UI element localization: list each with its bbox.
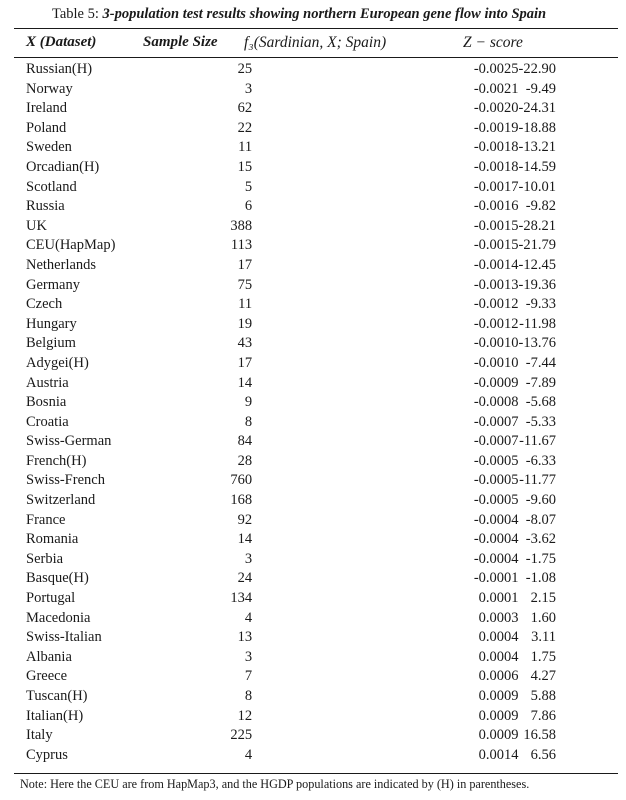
cell-f3: -0.0013 xyxy=(473,276,519,293)
cell-f3: -0.0012 xyxy=(473,315,519,332)
cell-zscore: -1.75 xyxy=(525,550,556,567)
table-row xyxy=(14,374,618,394)
cell-sample-size: 3 xyxy=(244,80,253,97)
cell-sample-size: 24 xyxy=(237,570,253,587)
cell-sample-size: 28 xyxy=(237,452,253,469)
caption-label: Table 5: xyxy=(52,6,99,22)
table-row xyxy=(14,334,618,354)
cell-f3: -0.0017 xyxy=(473,178,519,195)
cell-population: Austria xyxy=(26,374,69,391)
cell-sample-size: 75 xyxy=(237,276,253,293)
cell-sample-size: 134 xyxy=(230,590,253,607)
table-row xyxy=(14,746,618,766)
cell-sample-size: 92 xyxy=(237,511,253,528)
cell-f3: -0.0021 xyxy=(473,80,519,97)
cell-population: Serbia xyxy=(26,550,64,567)
cell-zscore: -11.77 xyxy=(519,472,556,489)
header-f3: f₃(Sardinian, X; Spain) xyxy=(244,34,387,51)
cell-f3: 0.0003 xyxy=(478,609,519,626)
cell-sample-size: 5 xyxy=(244,178,253,195)
cell-sample-size: 168 xyxy=(230,492,253,509)
cell-zscore: 1.60 xyxy=(530,609,556,626)
cell-zscore: -9.60 xyxy=(525,492,556,509)
cell-f3: -0.0010 xyxy=(473,335,519,352)
cell-sample-size: 62 xyxy=(237,100,253,117)
table-row xyxy=(14,667,618,687)
cell-zscore: -6.33 xyxy=(525,452,556,469)
cell-zscore: -10.01 xyxy=(518,178,556,195)
cell-zscore: -18.88 xyxy=(518,119,556,136)
cell-f3: -0.0014 xyxy=(473,256,519,273)
cell-f3: -0.0008 xyxy=(473,394,519,411)
table-row xyxy=(14,236,618,256)
cell-population: Croatia xyxy=(26,413,69,430)
cell-f3: -0.0018 xyxy=(473,139,519,156)
cell-population: Scotland xyxy=(26,178,77,195)
cell-zscore: 6.56 xyxy=(530,746,556,763)
cell-population: Norway xyxy=(26,80,73,97)
cell-zscore: 3.11 xyxy=(531,629,556,646)
header-sample-size: Sample Size xyxy=(143,34,218,50)
cell-sample-size: 388 xyxy=(230,217,253,234)
cell-f3: 0.0001 xyxy=(478,590,519,607)
cell-f3: -0.0004 xyxy=(473,511,519,528)
cell-sample-size: 7 xyxy=(244,668,253,685)
cell-sample-size: 3 xyxy=(244,550,253,567)
cell-zscore: -21.79 xyxy=(518,237,556,254)
table-row xyxy=(14,80,618,100)
bottom-rule xyxy=(14,773,618,774)
cell-zscore: -8.07 xyxy=(525,511,556,528)
cell-population: UK xyxy=(26,217,47,234)
cell-f3: -0.0020 xyxy=(473,100,519,117)
cell-f3: -0.0019 xyxy=(473,119,519,136)
cell-f3: -0.0018 xyxy=(473,158,519,175)
table-row xyxy=(14,60,618,80)
table-row xyxy=(14,138,618,158)
cell-sample-size: 11 xyxy=(238,296,253,313)
cell-sample-size: 3 xyxy=(244,648,253,665)
cell-population: Orcadian(H) xyxy=(26,158,100,175)
table-row xyxy=(14,158,618,178)
table-row xyxy=(14,609,618,629)
cell-zscore: -11.67 xyxy=(519,433,556,450)
cell-population: Adygei(H) xyxy=(26,354,89,371)
cell-population: Bosnia xyxy=(26,394,67,411)
cell-zscore: -5.68 xyxy=(525,394,556,411)
cell-zscore: -3.62 xyxy=(525,531,556,548)
cell-f3: -0.0025 xyxy=(473,61,519,77)
cell-population: Czech xyxy=(26,296,63,313)
cell-zscore: -7.44 xyxy=(525,354,556,371)
table-row xyxy=(14,569,618,589)
cell-zscore: -11.98 xyxy=(519,315,556,332)
table-row xyxy=(14,530,618,550)
cell-zscore: -24.31 xyxy=(518,100,556,117)
cell-f3: 0.0006 xyxy=(478,668,519,685)
cell-zscore: 2.15 xyxy=(530,590,556,607)
cell-zscore: -9.33 xyxy=(525,296,556,313)
table-body xyxy=(14,60,618,765)
cell-population: Belgium xyxy=(26,335,76,352)
cell-population: Italian(H) xyxy=(26,707,84,724)
cell-f3: -0.0015 xyxy=(473,217,519,234)
cell-zscore: -13.76 xyxy=(518,335,556,352)
cell-population: Basque(H) xyxy=(26,570,89,587)
cell-f3: -0.0012 xyxy=(473,296,519,313)
cell-f3: -0.0009 xyxy=(473,374,519,391)
cell-sample-size: 25 xyxy=(237,61,253,77)
cell-population: Greece xyxy=(26,668,68,685)
cell-sample-size: 9 xyxy=(244,394,253,411)
table-row xyxy=(14,726,618,746)
cell-population: Romania xyxy=(26,531,79,548)
cell-population: Italy xyxy=(26,727,53,744)
header-zscore: Z − score xyxy=(463,34,523,51)
cell-f3: 0.0009 xyxy=(478,688,519,704)
cell-population: Russian(H) xyxy=(26,61,93,77)
header-rule xyxy=(14,57,618,58)
table-row xyxy=(14,178,618,198)
table-row xyxy=(14,707,618,727)
table-row xyxy=(14,648,618,668)
cell-population: Albania xyxy=(26,648,72,665)
cell-f3: 0.0009 xyxy=(478,707,519,724)
cell-f3: 0.0014 xyxy=(478,746,519,763)
cell-zscore: -22.90 xyxy=(518,61,556,77)
cell-sample-size: 6 xyxy=(244,198,253,215)
cell-zscore: 7.86 xyxy=(530,707,556,724)
cell-sample-size: 15 xyxy=(237,158,253,175)
cell-sample-size: 43 xyxy=(237,335,253,352)
cell-zscore: -9.49 xyxy=(525,80,556,97)
table-row xyxy=(14,511,618,531)
table-row xyxy=(14,491,618,511)
cell-f3: -0.0007 xyxy=(473,413,519,430)
cell-zscore: 5.88 xyxy=(530,688,556,704)
cell-f3: -0.0010 xyxy=(473,354,519,371)
table-row xyxy=(14,197,618,217)
cell-zscore: -5.33 xyxy=(525,413,556,430)
table-row xyxy=(14,432,618,452)
cell-sample-size: 225 xyxy=(230,727,253,744)
cell-sample-size: 13 xyxy=(237,629,253,646)
cell-sample-size: 14 xyxy=(237,531,253,548)
cell-sample-size: 84 xyxy=(237,433,253,450)
cell-zscore: -28.21 xyxy=(518,217,556,234)
cell-population: French(H) xyxy=(26,452,87,469)
cell-f3: 0.0004 xyxy=(478,629,519,646)
cell-zscore: -12.45 xyxy=(518,256,556,273)
cell-f3: -0.0015 xyxy=(473,237,519,254)
table-row xyxy=(14,628,618,648)
cell-zscore: -19.36 xyxy=(518,276,556,293)
cell-f3: -0.0007 xyxy=(473,433,519,450)
cell-sample-size: 11 xyxy=(238,139,253,156)
cell-f3: -0.0005 xyxy=(473,472,519,489)
table-row xyxy=(14,119,618,139)
cell-f3: -0.0016 xyxy=(473,198,519,215)
cell-population: Sweden xyxy=(26,139,72,156)
cell-sample-size: 4 xyxy=(244,746,253,763)
cell-zscore: -1.08 xyxy=(525,570,556,587)
header-population: X (Dataset) xyxy=(26,34,97,50)
cell-sample-size: 4 xyxy=(244,609,253,626)
cell-zscore: -7.89 xyxy=(525,374,556,391)
cell-population: Swiss-German xyxy=(26,433,112,450)
top-rule xyxy=(14,28,618,29)
table-row xyxy=(14,276,618,296)
cell-sample-size: 17 xyxy=(237,354,253,371)
cell-zscore: 16.58 xyxy=(523,727,556,744)
table-row xyxy=(14,413,618,433)
table-row xyxy=(14,315,618,335)
cell-population: Netherlands xyxy=(26,256,97,273)
cell-sample-size: 19 xyxy=(237,315,253,332)
cell-zscore: 1.75 xyxy=(530,648,556,665)
cell-sample-size: 22 xyxy=(237,119,253,136)
results-table xyxy=(14,60,618,765)
cell-population: France xyxy=(26,511,66,528)
table-note: Note: Here the CEU are from HapMap3, and the HGDP populations are indicated by (H) in parentheses. xyxy=(20,777,530,791)
table-row xyxy=(14,99,618,119)
cell-f3: -0.0005 xyxy=(473,492,519,509)
cell-f3: -0.0001 xyxy=(473,570,519,587)
cell-population: Tuscan(H) xyxy=(26,688,88,704)
cell-population: Cyprus xyxy=(26,746,68,763)
cell-population: Swiss-Italian xyxy=(26,629,102,646)
cell-sample-size: 8 xyxy=(244,688,253,704)
table-row xyxy=(14,452,618,472)
cell-population: Swiss-French xyxy=(26,472,105,489)
table-row xyxy=(14,471,618,491)
cell-sample-size: 8 xyxy=(244,413,253,430)
cell-f3: -0.0004 xyxy=(473,531,519,548)
table-row xyxy=(14,354,618,374)
table-row xyxy=(14,295,618,315)
cell-population: Russia xyxy=(26,198,65,215)
cell-population: CEU(HapMap) xyxy=(26,237,116,254)
cell-zscore: 4.27 xyxy=(530,668,556,685)
cell-zscore: -13.21 xyxy=(518,139,556,156)
table-row xyxy=(14,256,618,276)
cell-f3: -0.0004 xyxy=(473,550,519,567)
cell-population: Germany xyxy=(26,276,80,293)
cell-f3: 0.0004 xyxy=(478,648,519,665)
cell-sample-size: 113 xyxy=(230,237,253,254)
cell-zscore: -9.82 xyxy=(525,198,556,215)
table-row xyxy=(14,550,618,570)
table-row xyxy=(14,687,618,707)
cell-population: Hungary xyxy=(26,315,77,332)
cell-population: Switzerland xyxy=(26,492,96,509)
cell-f3: 0.0009 xyxy=(478,727,519,744)
cell-sample-size: 12 xyxy=(237,707,253,724)
cell-sample-size: 760 xyxy=(230,472,253,489)
cell-sample-size: 17 xyxy=(237,256,253,273)
caption-text: 3-population test results showing northern European gene flow into Spain xyxy=(102,6,547,22)
table-row xyxy=(14,393,618,413)
table-row xyxy=(14,589,618,609)
cell-population: Macedonia xyxy=(26,609,91,626)
cell-population: Portugal xyxy=(26,590,76,607)
cell-population: Ireland xyxy=(26,100,68,117)
cell-sample-size: 14 xyxy=(237,374,253,391)
cell-f3: -0.0005 xyxy=(473,452,519,469)
table-row xyxy=(14,217,618,237)
cell-zscore: -14.59 xyxy=(518,158,556,175)
cell-population: Poland xyxy=(26,119,67,136)
table-caption xyxy=(52,6,546,23)
